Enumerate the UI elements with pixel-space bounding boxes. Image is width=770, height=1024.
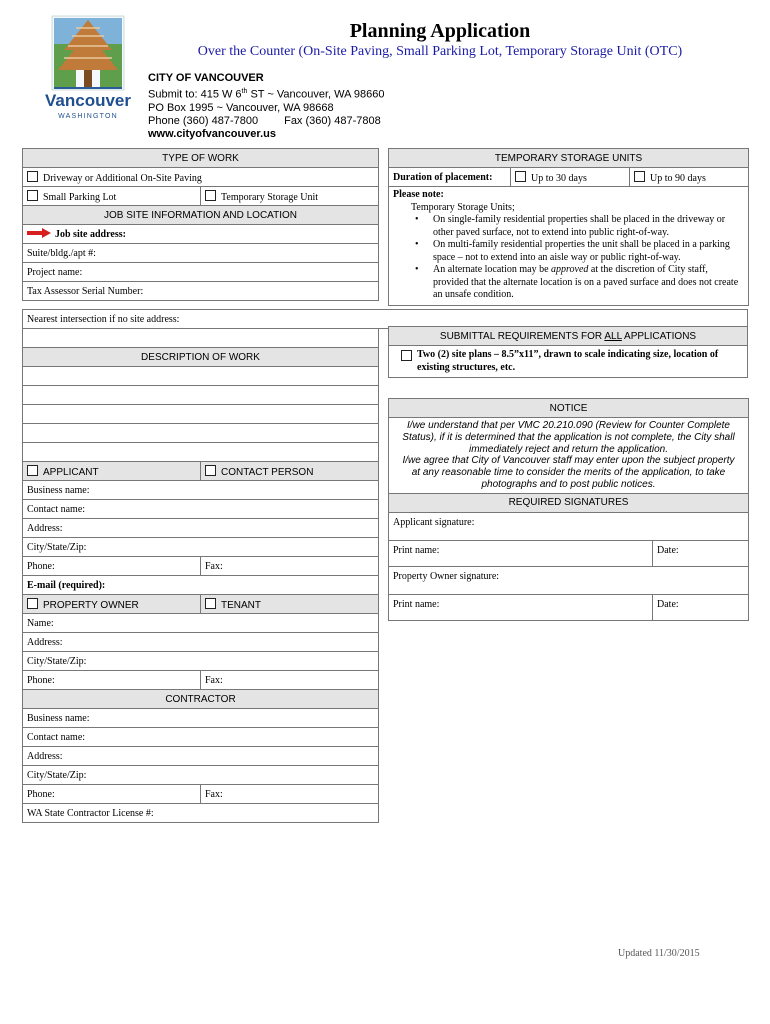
- contact-person-checkbox[interactable]: [205, 465, 216, 476]
- project-name-label: Project name:: [27, 266, 83, 278]
- note-intro: Temporary Storage Units;: [411, 201, 515, 213]
- type-of-work-heading: TYPE OF WORK: [23, 149, 379, 168]
- applicant-city-field[interactable]: [23, 538, 379, 557]
- duration-30-option[interactable]: [511, 168, 630, 187]
- project-name-field[interactable]: [23, 263, 379, 282]
- applicant-email-label: E-mail (required):: [27, 579, 106, 591]
- duration-90-label: Up to 90 days: [650, 172, 706, 184]
- contact-numbers: [148, 115, 384, 128]
- owner-signature-field[interactable]: [389, 566, 749, 594]
- owner-city-label: City/State/Zip:: [27, 655, 87, 667]
- contractor-address-field[interactable]: [23, 747, 379, 766]
- type-of-work-table: [22, 148, 379, 301]
- owner-date-label: Date:: [657, 598, 679, 610]
- notice-body: [389, 418, 749, 494]
- duration-90-option[interactable]: [630, 168, 749, 187]
- note-bullet-3-em: approved: [551, 264, 589, 275]
- owner-fax-label: Fax:: [205, 674, 223, 686]
- storage-table: [388, 148, 749, 306]
- applicant-business-name-field[interactable]: [23, 481, 379, 500]
- applicant-business-name-label: Business name:: [27, 484, 90, 496]
- applicant-label: APPLICANT: [43, 466, 99, 478]
- applicant-phone-label: Phone:: [27, 560, 55, 572]
- submit-prefix: Submit to: 415 W 6: [148, 88, 242, 101]
- suite-label: Suite/bldg./apt #:: [27, 247, 96, 259]
- notice-text-2: I/we agree that City of Vancouver staff may enter upon the subject property at any reasonable time to consider the merits of the application, to take photographs and to post public notices.: [402, 455, 735, 490]
- tax-serial-label: Tax Assessor Serial Number:: [27, 285, 144, 297]
- description-line-1[interactable]: [23, 367, 379, 386]
- applicant-email-field[interactable]: [23, 576, 379, 595]
- city-name: CITY OF VANCOUVER: [148, 72, 264, 84]
- applicant-print-name-label: Print name:: [393, 544, 440, 556]
- owner-print-name-label: Print name:: [393, 598, 440, 610]
- logo-text: Vancouver: [45, 91, 131, 110]
- fax-number: Fax (360) 487-7808: [284, 114, 381, 127]
- submittal-heading-pre: SUBMITTAL REQUIREMENTS FOR: [439, 330, 605, 342]
- contractor-phone-field[interactable]: [23, 785, 201, 804]
- suite-field[interactable]: [23, 244, 379, 263]
- contractor-city-label: City/State/Zip:: [27, 769, 87, 781]
- applicant-date-field[interactable]: [653, 540, 749, 566]
- applicant-fax-label: Fax:: [205, 560, 223, 572]
- owner-phone-field[interactable]: [23, 671, 201, 690]
- note-bullet-3-post: at the discretion of City staff, provided that the alternate location is on a paved surface and does not create an unsafe condition.: [433, 264, 739, 300]
- contractor-heading: CONTRACTOR: [23, 690, 379, 709]
- note-bullet-3: [415, 264, 744, 302]
- arrow-right-icon: [27, 228, 51, 238]
- site-plans-label: Two (2) site plans – 8.5”x11”, drawn to scale indicating size, location of existing structures, etc.: [417, 349, 719, 373]
- contractor-fax-field[interactable]: [201, 785, 379, 804]
- please-note-label: Please note:: [393, 189, 444, 200]
- applicant-checkbox[interactable]: [27, 465, 38, 476]
- duration-label-cell: [389, 168, 511, 187]
- submittal-heading-post: APPLICATIONS: [621, 330, 697, 342]
- updated-date: Updated 11/30/2015: [618, 948, 700, 959]
- note-bullet-3-pre: An alternate location may be: [433, 264, 552, 275]
- submittal-table: [388, 326, 748, 378]
- applicant-print-name-field[interactable]: [389, 540, 653, 566]
- description-line-2[interactable]: [23, 386, 379, 405]
- city-logo: [44, 14, 132, 126]
- owner-address-field[interactable]: [23, 633, 379, 652]
- intersection-label: Nearest intersection if no site address:: [27, 313, 180, 325]
- owner-print-name-field[interactable]: [389, 594, 653, 620]
- contractor-phone-label: Phone:: [27, 788, 55, 800]
- owner-name-label: Name:: [27, 617, 54, 629]
- contractor-contact-name-field[interactable]: [23, 728, 379, 747]
- applicant-address-field[interactable]: [23, 519, 379, 538]
- job-site-address-field[interactable]: [23, 225, 379, 244]
- small-parking-option[interactable]: [23, 187, 201, 206]
- job-site-address-label: Job site address:: [55, 229, 126, 240]
- tenant-option[interactable]: [201, 595, 379, 614]
- applicant-address-label: Address:: [27, 522, 63, 534]
- driveway-label: Driveway or Additional On-Site Paving: [43, 172, 202, 184]
- driveway-checkbox[interactable]: [27, 171, 38, 182]
- applicant-contact-name-field[interactable]: [23, 500, 379, 519]
- site-plans-checkbox[interactable]: [401, 350, 412, 361]
- contractor-contact-name-label: Contact name:: [27, 731, 86, 743]
- applicant-signature-label: Applicant signature:: [393, 516, 475, 528]
- page-title: Planning Application: [349, 20, 531, 42]
- notice-text-1: I/we understand that per VMC 20.210.090 (Review for Counter Complete Status), if it is determined that the application is not complete, the City shall immediately reject and return the application.: [402, 420, 735, 455]
- tenant-label: TENANT: [221, 599, 261, 611]
- small-parking-label: Small Parking Lot: [43, 191, 117, 203]
- submit-address: [148, 85, 384, 102]
- description-line-5[interactable]: [23, 443, 379, 462]
- note-list: [393, 214, 744, 302]
- property-owner-checkbox[interactable]: [27, 598, 38, 609]
- contact-person-option[interactable]: [201, 462, 379, 481]
- contractor-license-field[interactable]: [23, 804, 379, 823]
- po-box: PO Box 1995 ~ Vancouver, WA 98668: [148, 101, 334, 114]
- description-line-4[interactable]: [23, 424, 379, 443]
- city-logo-graphic: [44, 14, 132, 126]
- description-heading: DESCRIPTION OF WORK: [23, 348, 379, 367]
- tax-serial-field[interactable]: [23, 282, 379, 301]
- applicant-fax-field[interactable]: [201, 557, 379, 576]
- submit-suffix: ST ~ Vancouver, WA 98660: [247, 88, 385, 101]
- applicant-phone-field[interactable]: [23, 557, 201, 576]
- city-address-block: [148, 72, 384, 141]
- owner-date-field[interactable]: [653, 594, 749, 620]
- signatures-heading: REQUIRED SIGNATURES: [389, 493, 749, 512]
- applicant-date-label: Date:: [657, 544, 679, 556]
- property-owner-label: PROPERTY OWNER: [43, 599, 139, 611]
- description-spacer: [23, 329, 379, 348]
- note-bullet-1: • On single-family residential properties shall be placed in the driveway or other paved surface, not to extend into public right-of-way.: [415, 214, 744, 239]
- temp-storage-checkbox[interactable]: [205, 190, 216, 201]
- owner-name-field[interactable]: [23, 614, 379, 633]
- site-plans-requirement[interactable]: [389, 346, 748, 378]
- logo-subtext: WASHINGTON: [58, 113, 118, 120]
- submit-sup: th: [241, 88, 248, 95]
- description-line-3[interactable]: [23, 405, 379, 424]
- notice-table: [388, 398, 749, 621]
- driveway-option[interactable]: [23, 168, 379, 187]
- storage-heading: TEMPORARY STORAGE UNITS: [389, 149, 749, 168]
- owner-signature-label: Property Owner signature:: [393, 570, 500, 582]
- applicant-signature-field[interactable]: [389, 512, 749, 540]
- storage-note: [389, 187, 749, 306]
- duration-label: Duration of placement:: [393, 171, 493, 183]
- duration-30-checkbox[interactable]: [515, 171, 526, 182]
- owner-address-label: Address:: [27, 636, 63, 648]
- owner-fax-field[interactable]: [201, 671, 379, 690]
- note-bullet-2: • On multi-family residential properties the unit shall be placed in a parking space – not to extend into an aisle way or public right-of-way.: [415, 239, 744, 264]
- submittal-heading: [389, 327, 748, 346]
- submittal-heading-all: ALL: [604, 330, 622, 342]
- temp-storage-label: Temporary Storage Unit: [221, 191, 319, 203]
- contractor-business-name-label: Business name:: [27, 712, 90, 724]
- property-owner-option[interactable]: [23, 595, 201, 614]
- job-site-heading: JOB SITE INFORMATION AND LOCATION: [23, 206, 379, 225]
- details-table: [22, 328, 379, 823]
- website[interactable]: www.cityofvancouver.us: [148, 127, 276, 140]
- applicant-city-label: City/State/Zip:: [27, 541, 87, 553]
- contractor-business-name-field[interactable]: [23, 709, 379, 728]
- notice-heading: NOTICE: [389, 399, 749, 418]
- applicant-option[interactable]: [23, 462, 201, 481]
- contractor-address-label: Address:: [27, 750, 63, 762]
- contractor-license-label: WA State Contractor License #:: [27, 807, 154, 819]
- duration-30-label: Up to 30 days: [531, 172, 587, 184]
- duration-90-checkbox[interactable]: [634, 171, 645, 182]
- contractor-fax-label: Fax:: [205, 788, 223, 800]
- tenant-checkbox[interactable]: [205, 598, 216, 609]
- contractor-city-field[interactable]: [23, 766, 379, 785]
- page-subtitle: Over the Counter (On-Site Paving, Small Parking Lot, Temporary Storage Unit (OTC): [197, 44, 683, 59]
- temp-storage-option[interactable]: [201, 187, 379, 206]
- small-parking-checkbox[interactable]: [27, 190, 38, 201]
- contact-person-label: CONTACT PERSON: [221, 466, 314, 478]
- phone-number: Phone (360) 487-7800: [148, 114, 259, 127]
- applicant-contact-name-label: Contact name:: [27, 503, 86, 515]
- owner-phone-label: Phone:: [27, 674, 55, 686]
- owner-city-field[interactable]: [23, 652, 379, 671]
